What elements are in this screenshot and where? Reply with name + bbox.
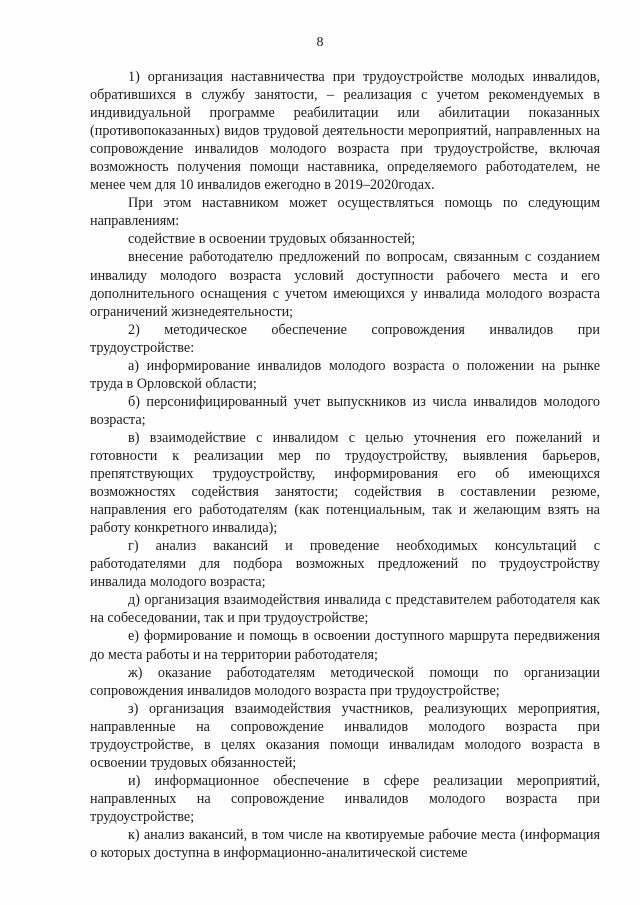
list-item-k: к) анализ вакансий, в том числе на квотируемые рабочие места (информация о которых доступна в информационно-аналитической системе	[90, 826, 600, 862]
paragraph-methodological-support: 2) методическое обеспечение сопровождения инвалидов при трудоустройстве:	[90, 321, 600, 356]
document-body	[90, 68, 600, 862]
list-item-i: и) информационное обеспечение в сфере реализации мероприятий, направленных на сопровождение инвалидов молодого возраста при трудоустройстве;	[90, 772, 600, 825]
list-item-b: б) персонифицированный учет выпускников из числа инвалидов молодого возраста;	[90, 393, 600, 428]
paragraph-employer-proposals: внесение работодателю предложений по вопросам, связанным с созданием инвалиду молодого возраста условий доступности рабочего места и его дополнительного оснащения с учетом имеющихся у инвалида молодого возраста ограничений жизнедеятельности;	[90, 249, 600, 320]
list-item-v: в) взаимодействие с инвалидом с целью уточнения его пожеланий и готовности к реализации мер по трудоустройству, выявления барьеров, препятствующих трудоустройству, информирования его об имеющихся возможностях содействия занятости; содействия в составлении резюме, направления его работодателям (как потенциальным, так и желающим взять на работу конкретного инвалида);	[90, 429, 600, 537]
list-item-d: д) организация взаимодействия инвалида с представителем работодателя как на собеседовании, так и при трудоустройстве;	[90, 592, 600, 627]
paragraph-mentorship: 1) организация наставничества при трудоустройстве молодых инвалидов, обратившихся в службу занятости, – реализация с учетом рекомендуемых в индивидуальной программе реабилитации или абилитации показанных (противопоказанных) видов трудовой деятельности мероприятий, направленных на сопровождение инвалидов молодого возраста при трудоустройстве, включая возможность получения помощи наставника, определяемого работодателем, не менее чем для 10 инвалидов ежегодно в 2019–2020годах.	[90, 69, 600, 194]
list-item-g: г) анализ вакансий и проведение необходимых консультаций с работодателями для подбора возможных предложений по трудоустройству инвалида молодого возраста;	[90, 538, 600, 591]
list-item-zh: ж) оказание работодателям методической помощи по организации сопровождения инвалидов молодого возраста при трудоустройстве;	[90, 664, 600, 699]
page-number: 8	[316, 35, 324, 50]
list-item-e: е) формирование и помощь в освоении доступного маршрута передвижения до места работы и на территории работодателя;	[90, 628, 600, 663]
paragraph-mentor-directions: При этом наставником может осуществляться помощь по следующим направлениям:	[90, 195, 600, 230]
list-item-z: з) организация взаимодействия участников, реализующих мероприятия, направленные на сопровождение инвалидов молодого возраста при трудоустройстве, в целях оказания помощи инвалидам молодого возраста в освоении трудовых обязанностей;	[90, 700, 600, 771]
list-item-a: а) информирование инвалидов молодого возраста о положении на рынке труда в Орловской области;	[90, 357, 600, 392]
paragraph-duties-assistance: содействие в освоении трудовых обязанностей;	[128, 231, 416, 248]
